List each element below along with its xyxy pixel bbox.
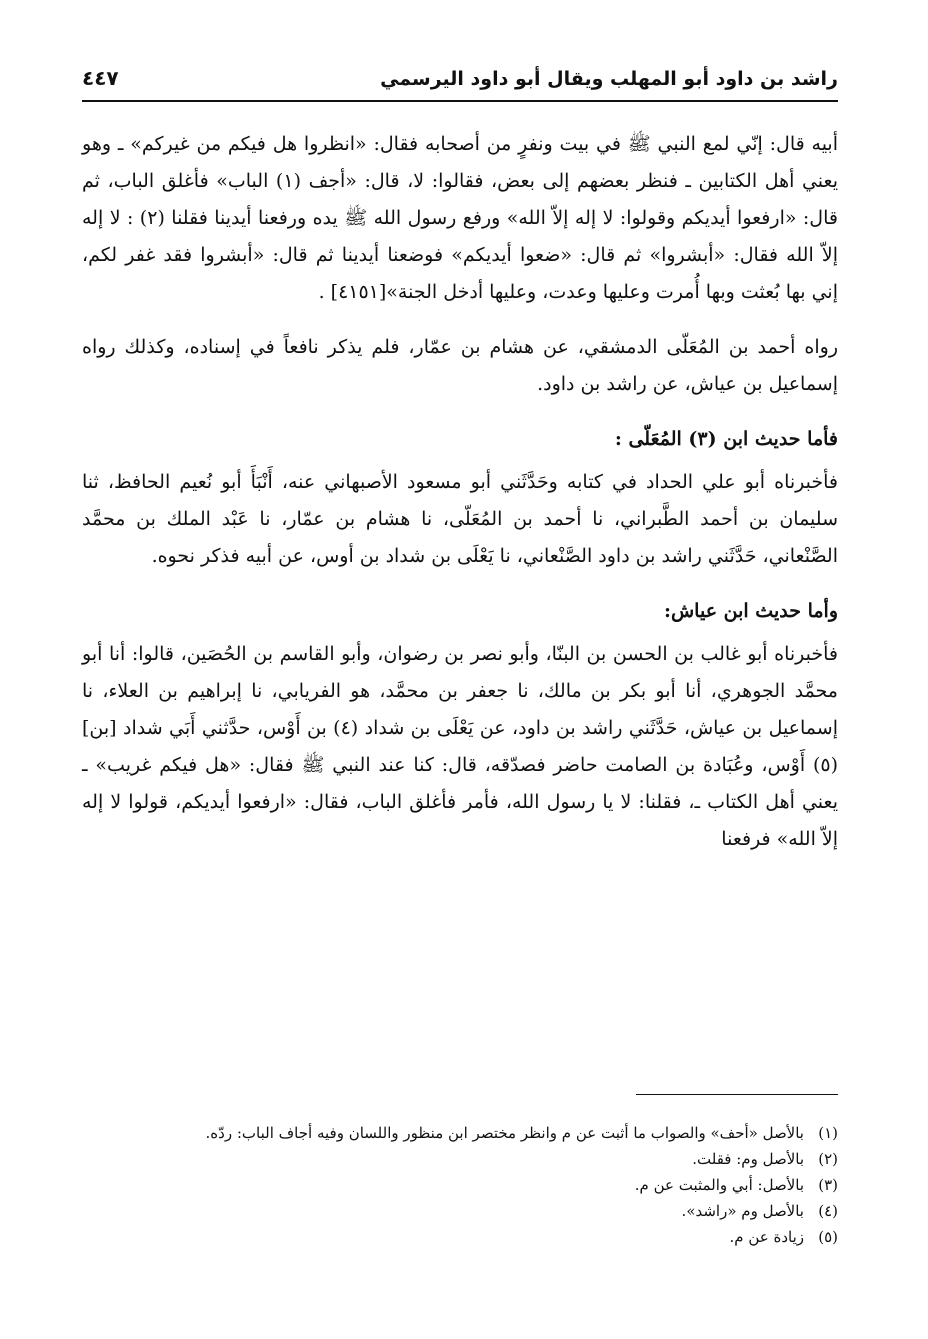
footnote-number: (٢): [818, 1150, 838, 1168]
footnote-text: بالأصل وم «راشد».: [681, 1202, 804, 1220]
header-rule: [82, 100, 838, 102]
section-heading-ibn-al-mualla: فأما حديث ابن (٣) المُعَلّى :: [614, 428, 838, 450]
footnote-text: بالأصل وم: فقلت.: [692, 1150, 804, 1168]
footnote-number: (٤): [818, 1202, 838, 1220]
main-text: [82, 126, 838, 858]
footnote-item: [82, 1172, 838, 1198]
footnote-item: [82, 1146, 838, 1172]
footnote-number: (٣): [818, 1176, 838, 1194]
footnotes: [82, 1120, 838, 1250]
footnote-number: (٥): [818, 1228, 838, 1246]
footnote-item: [82, 1198, 838, 1224]
footnote-text: بالأصل «أحف» والصواب ما أثبت عن م وانظر مختصر ابن منظور واللسان وفيه أجاف الباب: ردّه.: [205, 1124, 804, 1142]
footnote-text: بالأصل: أبي والمثبت عن م.: [634, 1176, 804, 1194]
paragraph-hadith-text: أبيه قال: إنّي لمع النبي ﷺ في بيت ونفرٍ من أصحابه فقال: «انظروا هل فيكم من غيركم» ـ وهو يعني أهل الكتابين ـ فنظر بعضهم إلى بعض، فقالوا: لا، قال: «أجف (١) الباب» فأغلق الباب، ثم قال: «ارفعوا أيديكم وقولوا: لا إله إلاّ الله» ورفع رسول الله ﷺ يده ورفعنا أيدينا فقلنا (٢) : لا إله إلاّ الله فقال: «أبشروا» ثم قال: «ضعوا أيديكم» فوضعنا أيدينا ثم قال: «أبشروا فقد غفر لكم، إني بها بُعثت وبها أُمرت وعليها وعدت، وعليها أدخل الجنة»[٤١٥١] .: [82, 133, 838, 303]
footnote-number: (١): [818, 1124, 838, 1142]
paragraph-narration-note: رواه أحمد بن المُعَلّى الدمشقي، عن هشام بن عمّار، فلم يذكر نافعاً في إسناده، وكذلك رواه إسماعيل بن عياش، عن راشد بن داود.: [82, 336, 838, 395]
page-number: ٤٤٧: [82, 66, 119, 90]
page-header: [82, 60, 838, 98]
footnote-text: زيادة عن م.: [729, 1228, 804, 1246]
running-title: راشد بن داود أبو المهلب ويقال أبو داود اليرسمي: [380, 68, 838, 90]
paragraph-isnad-1: فأخبرناه أبو علي الحداد في كتابه وحَدَّثَني أبو مسعود الأصبهاني عنه، أَنْبَأَ أبو نُعيم الحافظ، ثنا سليمان بن أحمد الطَّبراني، نا أحمد بن المُعَلّى، نا هشام بن عمّار، نا عَبْد الملك بن محمَّد الصَّنْعاني، حَدَّثَني راشد بن داود الصَّنْعاني، نا يَعْلَى بن شداد بن أوس، عن أبيه فذكر نحوه.: [82, 471, 838, 567]
section-heading-ibn-ayyash: وأما حديث ابن عياش:: [663, 600, 838, 622]
paragraph-isnad-2: فأخبرناه أبو غالب بن الحسن بن البنّا، وأبو نصر بن رضوان، وأبو القاسم بن الحُصَين، قالوا: أنا أبو محمَّد الجوهري، أنا أبو بكر بن مالك، نا جعفر بن محمَّد، هو الفريابي، نا إبراهيم بن العلاء، نا إسماعيل بن عياش، حَدَّثَني راشد بن داود، عن يَعْلَى بن شداد (٤) بن أَوْس، حدَّثني أَبَي شداد [بن] (٥) أَوْس، وعُبَادة بن الصامت حاضر فصدّقه، قال: كنا عند النبي ﷺ فقال: «هل فيكم غريب» ـ يعني أهل الكتاب ـ، فقلنا: لا يا رسول الله، فأمر فأغلق الباب، فقال: «ارفعوا أيديكم، قولوا لا إله إلاّ الله» فرفعنا: [82, 643, 838, 850]
footnote-rule: [636, 1094, 838, 1095]
footnote-item: [82, 1224, 838, 1250]
footnote-item: [82, 1120, 838, 1146]
